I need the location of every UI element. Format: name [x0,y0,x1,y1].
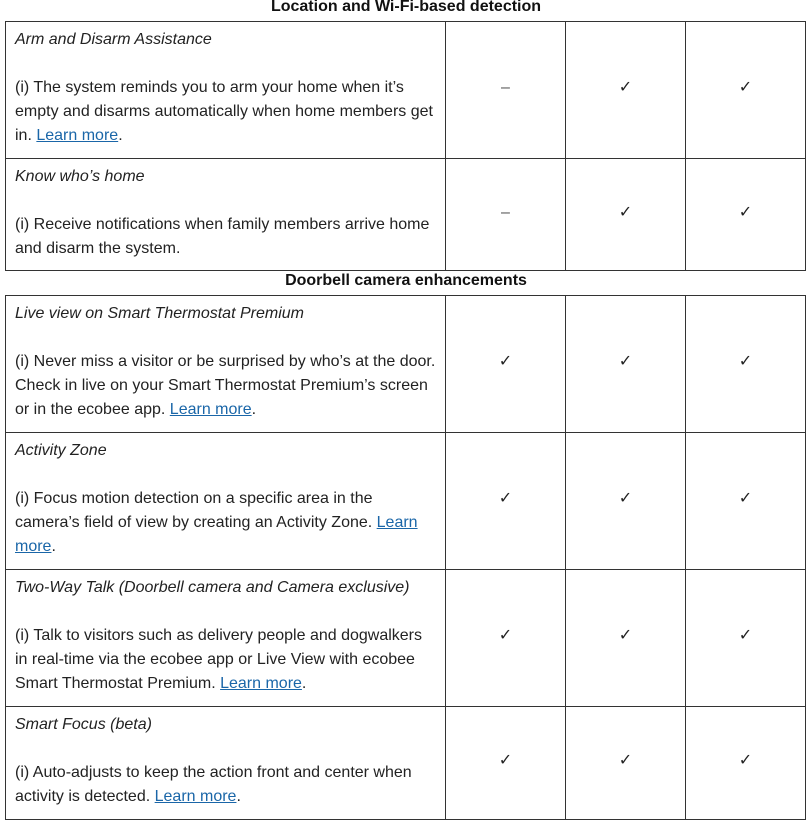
feature-description [15,213,437,261]
plan-3-mark: ✓ [686,22,806,159]
feature-description [15,350,437,422]
feature-description [15,624,437,696]
table-doorbell [5,295,806,820]
learn-more-link[interactable]: Learn more [220,675,302,692]
plan-2-mark: ✓ [566,296,686,433]
learn-more-link[interactable]: Learn more [36,127,119,144]
learn-more-link[interactable]: Learn more [15,514,418,555]
plan-1-mark: ✓ [446,433,566,570]
feature-description [15,487,437,559]
feature-description [15,761,437,809]
table-row [6,22,806,159]
description-text: (i) Auto-adjusts to keep the action front and center when activity is detected. [15,764,412,805]
plan-1-mark: – [446,22,566,159]
plan-3-mark: ✓ [686,707,806,820]
table-row [6,707,806,820]
plan-2-mark: ✓ [566,570,686,707]
description-tail: . [236,788,241,805]
feature-name: Activity Zone [15,442,107,459]
description-tail: . [118,127,123,144]
description-text: (i) Talk to visitors such as delivery people and dogwalkers in real-time via the ecobee app or Live View with ecobee Smart Thermostat Premium. [15,627,423,692]
plan-3-mark: ✓ [686,433,806,570]
plan-2-mark: ✓ [566,707,686,820]
feature-description [15,76,437,148]
plan-1-mark: ✓ [446,707,566,820]
table-row [6,433,806,570]
feature-name: Arm and Disarm Assistance [15,31,212,48]
plan-3-mark: ✓ [686,570,806,707]
description-text: (i) Receive notifications when family members arrive home and disarm the system. [15,216,430,257]
table-row [6,570,806,707]
plan-3-mark: ✓ [686,159,806,271]
feature-cell [6,159,446,271]
feature-cell [6,570,446,707]
feature-cell [6,707,446,820]
description-tail: . [51,538,56,555]
description-text: (i) The system reminds you to arm your home when it’s empty and disarms automatically when home members get in. [15,79,433,144]
plan-2-mark: ✓ [566,159,686,271]
description-text: (i) Focus motion detection on a specific area in the camera’s field of view by creating an Activity Zone. [15,490,373,531]
description-text: (i) Never miss a visitor or be surprised by who’s at the door. Check in live on your Smart Thermostat Premium’s screen or in the ecobee app. [15,353,436,418]
table-row [6,159,806,271]
table-location [5,21,806,271]
plan-2-mark: ✓ [566,22,686,159]
feature-name: Live view on Smart Thermostat Premium [15,305,304,322]
plan-1-mark: ✓ [446,570,566,707]
learn-more-link[interactable]: Learn more [154,788,237,805]
feature-name: Two-Way Talk (Doorbell camera and Camera exclusive) [15,579,410,596]
section-title-location: Location and Wi-Fi-based detection [270,0,542,15]
feature-cell [6,22,446,159]
table-row [6,296,806,433]
feature-name: Know who’s home [15,168,145,185]
feature-cell [6,296,446,433]
plan-1-mark: ✓ [446,296,566,433]
feature-cell [6,433,446,570]
description-tail: . [301,675,307,692]
learn-more-link[interactable]: Learn more [169,401,252,418]
description-tail: . [251,401,257,418]
plan-1-mark: – [446,159,566,271]
plan-3-mark: ✓ [686,296,806,433]
feature-name: Smart Focus (beta) [15,716,152,733]
plan-2-mark: ✓ [566,433,686,570]
section-title-doorbell: Doorbell camera enhancements [285,272,527,289]
